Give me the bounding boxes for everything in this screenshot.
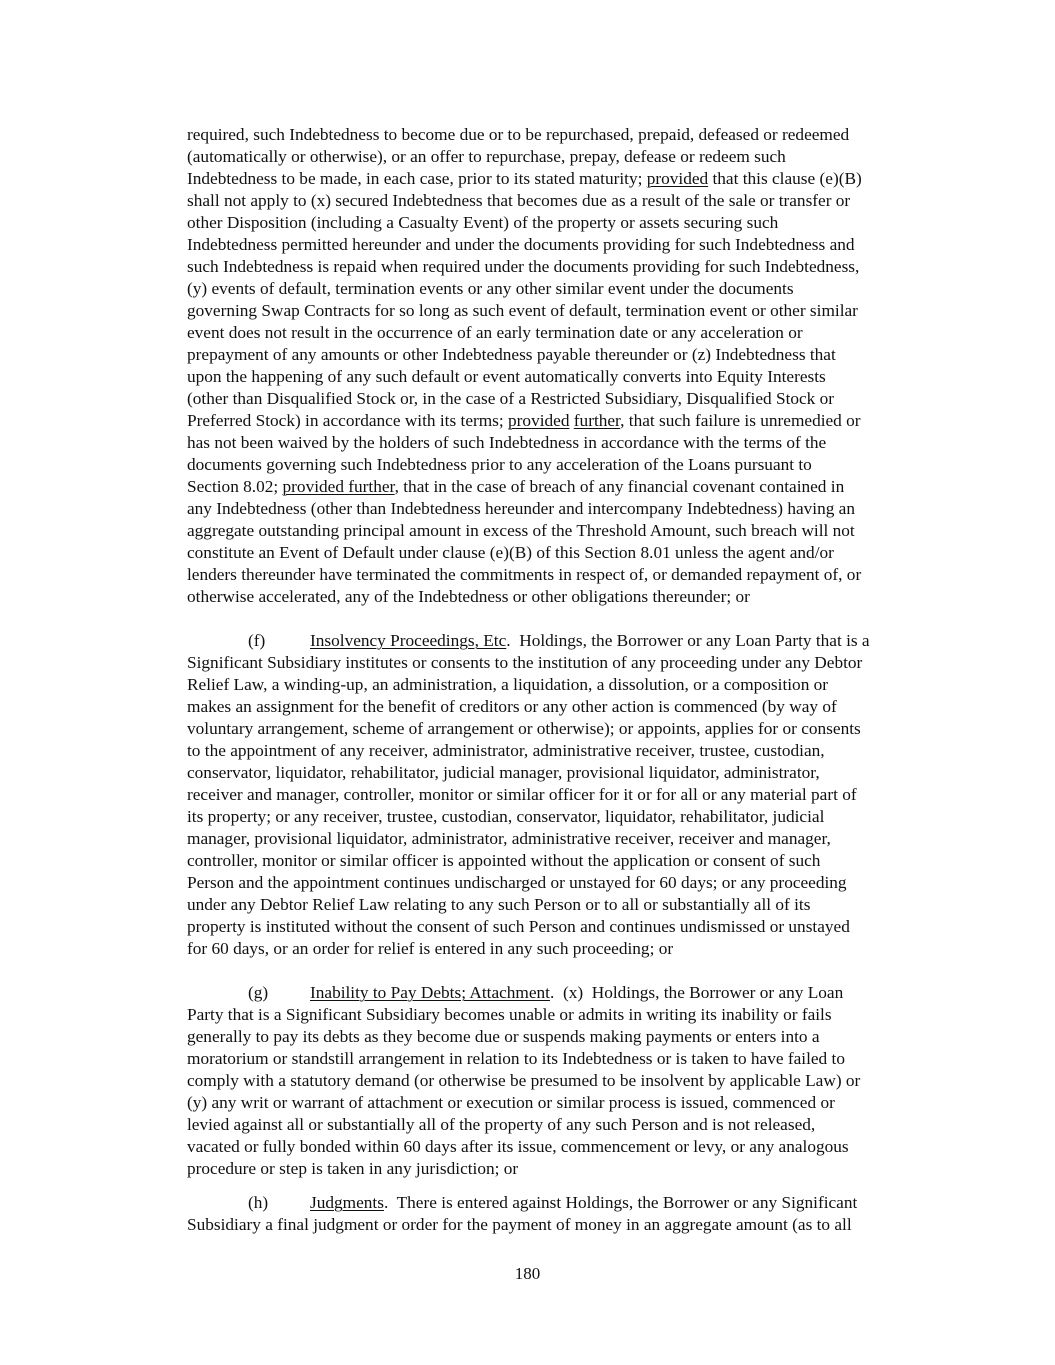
text-segment: (other than Disqualified Stock or, in the case of a Restricted Subsidiary, Disqualified Stock or: [187, 389, 835, 408]
text-segment: constitute an Event of Default under clause (e)(B) of this Section 8.01 unless the agent and/or: [187, 543, 834, 562]
text-line: [187, 410, 861, 432]
text-segment: generally to pay its debts as they become due or suspends making payments or enters into a: [187, 1027, 820, 1046]
text-line: [187, 542, 834, 564]
text-line: [187, 762, 820, 784]
text-line: [187, 520, 855, 542]
text-line: [187, 498, 855, 520]
text-line: [187, 784, 857, 806]
text-line: [187, 1136, 849, 1158]
text-segment: Person and the appointment continues undischarged or unstayed for 60 days; or any proceeding: [187, 873, 847, 892]
underlined-term: further: [573, 411, 621, 430]
text-segment: documents governing such Indebtedness prior to any acceleration of the Loans pursuant to: [187, 455, 812, 474]
text-line: [187, 300, 858, 322]
text-segment: otherwise accelerated, any of the Indebtedness or other obligations thereunder; or: [187, 587, 750, 606]
text-line: [187, 1048, 845, 1070]
text-segment: property is instituted without the consent of such Person and continues undismissed or unstayed: [187, 917, 850, 936]
text-line: [187, 696, 837, 718]
text-line: [187, 806, 824, 828]
text-segment: vacated or fully bonded within 60 days after its issue, commencement or levy, or any analogous: [187, 1137, 849, 1156]
text-line: [187, 366, 826, 388]
text-segment: (automatically or otherwise), or an offer to repurchase, prepay, defease or redeem such: [187, 147, 786, 166]
text-line: [187, 1214, 852, 1236]
text-segment: other Disposition (including a Casualty Event) of the property or assets securing such: [187, 213, 779, 232]
text-segment: makes an assignment for the benefit of creditors or any other action is commenced (by way of: [187, 697, 837, 716]
text-segment: , that such failure is unremedied or: [620, 411, 861, 430]
text-line: [187, 432, 826, 454]
text-segment: lenders thereunder have terminated the commitments in respect of, or demanded repayment of, or: [187, 565, 862, 584]
text-line: [310, 982, 843, 1004]
text-segment: has not been waived by the holders of such Indebtedness in accordance with the terms of the: [187, 433, 827, 452]
text-segment: for 60 days, or an order for relief is entered in any such proceeding; or: [187, 939, 674, 958]
text-segment: . There is entered against Holdings, the Borrower or any Significant: [383, 1193, 858, 1212]
text-line: [187, 916, 850, 938]
text-segment: moratorium or standstill arrangement in relation to its Indebtedness or is taken to have failed to: [187, 1049, 845, 1068]
text-line: [187, 1092, 835, 1114]
text-segment: that this clause (e)(B): [708, 169, 862, 188]
text-line: [187, 256, 859, 278]
text-segment: prepayment of any amounts or other Indebtedness payable thereunder or (z) Indebtedness that: [187, 345, 836, 364]
text-line: [310, 630, 870, 652]
text-segment: such Indebtedness is repaid when required under the documents providing for such Indebtedness,: [187, 257, 860, 276]
text-segment: any Indebtedness (other than Indebtedness hereunder and intercompany Indebtedness) having an: [187, 499, 855, 518]
text-line: [187, 344, 836, 366]
text-segment: required, such Indebtedness to become due or to be repurchased, prepaid, defeased or redeemed: [187, 125, 850, 144]
text-line: [187, 1158, 518, 1180]
text-line: [187, 168, 862, 190]
text-segment: Party that is a Significant Subsidiary becomes unable or admits in writing its inability or fails: [187, 1005, 832, 1024]
text-segment: upon the happening of any such default or event automatically converts into Equity Interests: [187, 367, 826, 386]
underlined-term: Judgments: [310, 1193, 384, 1212]
text-line: [187, 1070, 860, 1092]
text-line: [187, 564, 861, 586]
text-line: [187, 278, 794, 300]
text-line: [310, 1192, 857, 1214]
text-line: [187, 894, 810, 916]
underlined-term: Inability to Pay Debts; Attachment: [310, 983, 550, 1002]
text-segment: its property; or any receiver, trustee, custodian, conservator, liquidator, rehabilitator, judicial: [187, 807, 825, 826]
text-segment: manager, provisional liquidator, administrator, administrative receiver, receiver and manager,: [187, 829, 831, 848]
text-segment: (h): [248, 1193, 269, 1212]
text-line: [187, 740, 825, 762]
text-segment: Subsidiary a final judgment or order for the payment of money in an aggregate amount (as to all: [187, 1215, 852, 1234]
text-line: [187, 718, 861, 740]
page-number: 180: [514, 1264, 541, 1283]
text-segment: comply with a statutory demand (or otherwise be presumed to be insolvent by applicable Law) or: [187, 1071, 861, 1090]
text-segment: Relief Law, a winding-up, an administration, a liquidation, a dissolution, or a composition or: [187, 675, 829, 694]
text-segment: receiver and manager, controller, monitor or similar officer for it or for all or any material part of: [187, 785, 857, 804]
text-line: [187, 652, 862, 674]
text-segment: (y) events of default, termination events or any other similar event under the documents: [187, 279, 794, 298]
text-segment: Significant Subsidiary institutes or consents to the institution of any proceeding under any Debtor: [187, 653, 863, 672]
text-line: [187, 1026, 820, 1048]
text-line: [187, 146, 786, 168]
text-segment: aggregate outstanding principal amount in excess of the Threshold Amount, such breach will not: [187, 521, 855, 540]
text-line: [187, 586, 750, 608]
text-line: [187, 388, 834, 410]
text-segment: levied against all or substantially all of the property of any such Person and is not released,: [187, 1115, 816, 1134]
text-segment: , that in the case of breach of any financial covenant contained in: [394, 477, 845, 496]
text-segment: event does not result in the occurrence of an early termination date or any acceleration or: [187, 323, 803, 342]
text-segment: Section 8.02;: [187, 477, 283, 496]
text-segment: Indebtedness to be made, in each case, prior to its stated maturity;: [187, 169, 647, 188]
text-segment: Indebtedness permitted hereunder and under the documents providing for such Indebtedness and: [187, 235, 855, 254]
text-line: [187, 476, 844, 498]
text-segment: (g): [248, 983, 269, 1002]
underlined-term: Insolvency Proceedings, Etc: [310, 631, 507, 650]
text-segment: under any Debtor Relief Law relating to any such Person or to all or substantially all of its: [187, 895, 811, 914]
text-line: [187, 124, 849, 146]
text-line: [187, 190, 850, 212]
text-line: [187, 938, 673, 960]
text-line: [187, 1114, 815, 1136]
text-segment: voluntary arrangement, scheme of arrangement or otherwise); or appoints, applies for or consents: [187, 719, 861, 738]
underlined-term: provided further: [282, 477, 395, 496]
text-line: [248, 982, 268, 1004]
text-line: [187, 828, 831, 850]
underlined-term: provided: [508, 411, 570, 430]
text-segment: (y) any writ or warrant of attachment or execution or similar process is issued, commenced or: [187, 1093, 835, 1112]
text-line: [187, 322, 803, 344]
text-segment: to the appointment of any receiver, administrator, administrative receiver, trustee, custodian,: [187, 741, 825, 760]
text-segment: Preferred Stock) in accordance with its terms;: [187, 411, 509, 430]
text-segment: conservator, liquidator, rehabilitator, judicial manager, provisional liquidator, administrator,: [187, 763, 820, 782]
text-segment: governing Swap Contracts for so long as such event of default, termination event or other similar: [187, 301, 858, 320]
text-line: [187, 674, 828, 696]
text-line: [187, 1004, 832, 1026]
text-line: [187, 234, 855, 256]
text-line: [187, 872, 847, 894]
text-line: [248, 630, 265, 652]
text-segment: . Holdings, the Borrower or any Loan Party that is a: [506, 631, 870, 650]
text-segment: (f): [248, 631, 266, 650]
text-line: [187, 850, 820, 872]
text-line: [187, 454, 812, 476]
text-segment: procedure or step is taken in any jurisdiction; or: [187, 1159, 519, 1178]
text-line: [187, 212, 778, 234]
text-line: [248, 1192, 268, 1214]
underlined-term: provided: [646, 169, 709, 188]
text-segment: controller, monitor or similar officer is appointed without the application or consent of such: [187, 851, 821, 870]
text-segment: shall not apply to (x) secured Indebtedness that becomes due as a result of the sale or transfer or: [187, 191, 851, 210]
text-segment: . (x) Holdings, the Borrower or any Loan: [549, 983, 844, 1002]
